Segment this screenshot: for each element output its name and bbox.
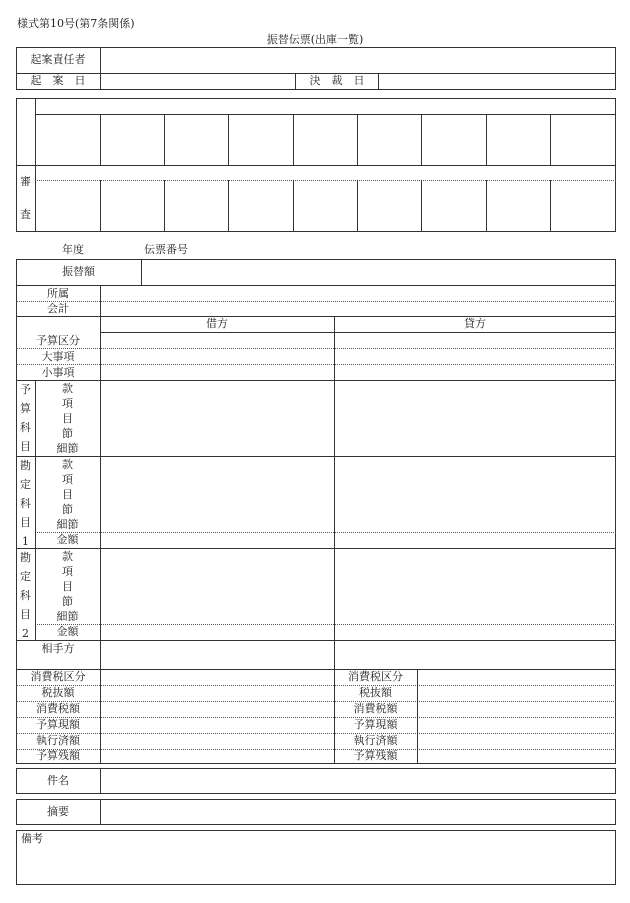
tax-right-label: 執行済額	[353, 734, 398, 747]
transfer-amount-field[interactable]	[143, 261, 615, 284]
tax-left-label: 消費税額	[36, 702, 80, 715]
tax-right-label: 予算現額	[353, 718, 398, 731]
account2-rows: 款 項 目 節 細節	[56, 550, 79, 623]
account1-label: 勘 定 科 目 1	[20, 459, 31, 548]
account1-amount-label: 金額	[56, 533, 79, 546]
accounting-table	[16, 259, 616, 764]
tax-right-label: 税抜額	[359, 686, 392, 699]
remarks-box[interactable]	[16, 830, 616, 885]
responsible-label: 起案責任者	[30, 53, 86, 66]
form-number: 様式第10号(第7条関係)	[17, 17, 135, 30]
account2-label: 勘 定 科 目 2	[20, 551, 31, 640]
page-title: 振替伝票(出庫一覧)	[266, 33, 364, 46]
credit-label: 貸方	[464, 317, 486, 330]
voucher-number-label: 伝票番号	[144, 243, 188, 256]
remarks-label: 備考	[21, 832, 43, 845]
summary-label: 摘要	[47, 805, 69, 818]
budget-subject-label: 予 算 科 目	[20, 383, 31, 453]
tax-left-label: 予算残額	[36, 749, 80, 762]
draft-date-field[interactable]	[102, 75, 294, 89]
counterparty-label: 相手方	[41, 642, 75, 655]
debit-label: 借方	[206, 317, 228, 330]
tax-left-label: 予算現額	[36, 718, 80, 731]
subject-field[interactable]	[102, 770, 614, 792]
draft-date-label: 起 案 日	[30, 74, 86, 87]
major-item-label: 大事項	[41, 350, 75, 363]
tax-left-label: 税抜額	[41, 686, 75, 699]
minor-item-label: 小事項	[41, 366, 75, 379]
tax-left-label: 消費税区分	[30, 670, 86, 683]
tax-left-label: 執行済額	[36, 734, 80, 747]
account2-amount-label: 金額	[56, 625, 79, 638]
review-label-top: 審	[20, 175, 31, 188]
subject-label: 件名	[47, 774, 69, 787]
summary-field[interactable]	[102, 801, 614, 823]
tax-right-label: 予算残額	[353, 749, 398, 762]
decision-date-field[interactable]	[380, 75, 615, 89]
year-label: 年度	[62, 243, 84, 256]
affiliation-label: 所属	[47, 287, 69, 300]
responsible-field[interactable]	[102, 49, 614, 72]
account1-rows: 款 項 目 節 細節	[56, 458, 79, 531]
tax-right-label: 消費税額	[353, 702, 398, 715]
transfer-amount-label: 振替額	[62, 265, 95, 278]
budget-subject-rows: 款 項 目 節 細節	[56, 382, 79, 455]
budget-category-label: 予算区分	[36, 334, 80, 347]
accounting-label: 会計	[47, 302, 69, 315]
decision-date-label: 決 裁 日	[309, 74, 365, 87]
review-label-bottom: 査	[20, 208, 31, 221]
tax-right-label: 消費税区分	[348, 670, 403, 683]
